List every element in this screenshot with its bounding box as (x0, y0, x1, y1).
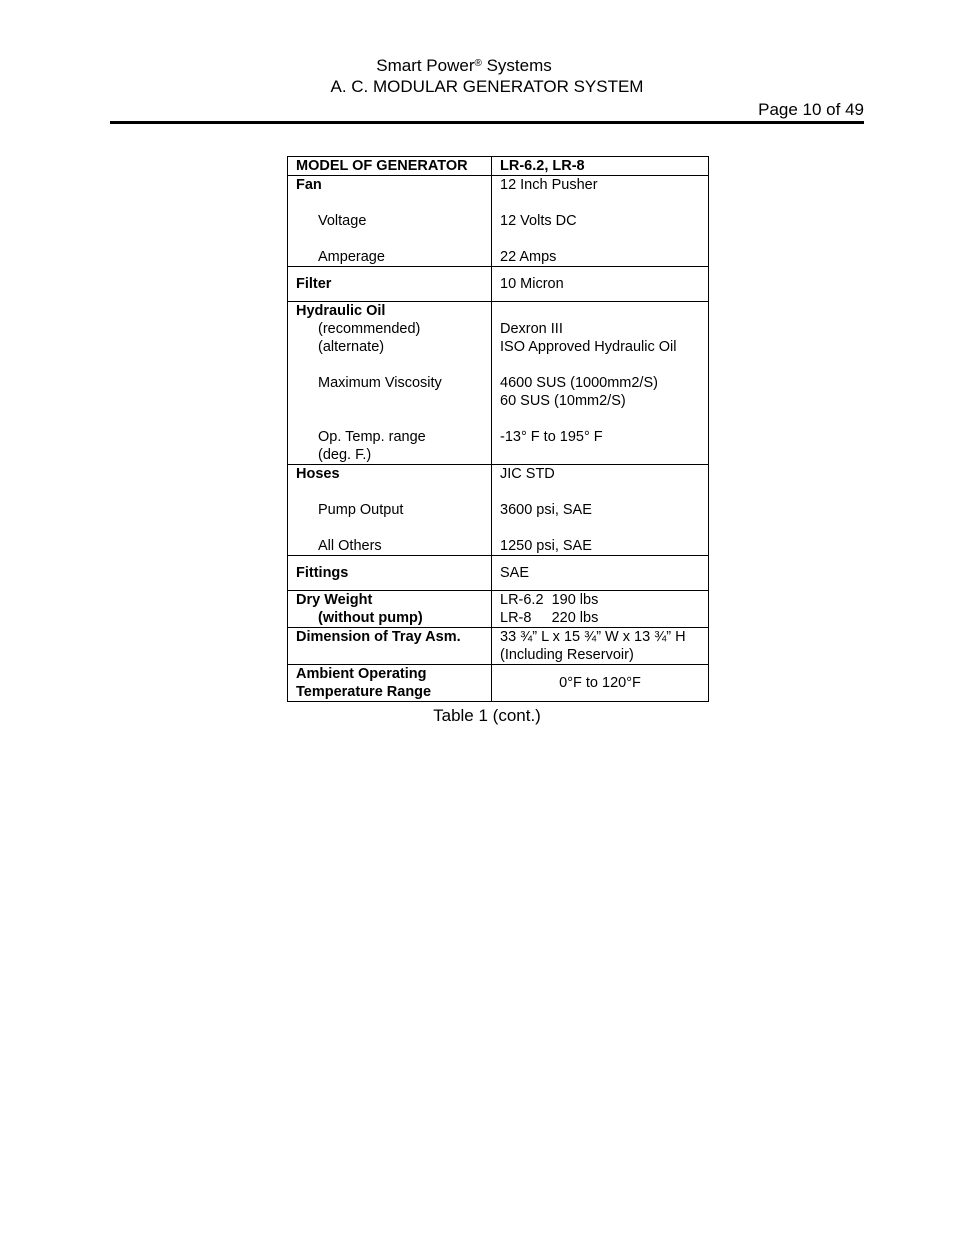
filter-label: Filter (288, 267, 492, 302)
fittings-value: SAE (492, 556, 709, 591)
ambient-label-cell (288, 665, 492, 702)
fittings-label: Fittings (288, 556, 492, 591)
ambient-label-2: Temperature Range (296, 684, 432, 700)
fan-label-cell (288, 176, 492, 267)
op-temp-label: Op. Temp. range (318, 429, 426, 445)
fan-row (288, 176, 709, 267)
hoses-row (288, 465, 709, 556)
dry-weight-label-cell (288, 591, 492, 628)
hydraulic-oil-row (288, 302, 709, 465)
pump-output-value: 3600 psi, SAE (500, 502, 592, 518)
header-value: LR-6.2, LR-8 (492, 157, 709, 176)
dimension-label: Dimension of Tray Asm. (288, 628, 492, 665)
alternate-value: ISO Approved Hydraulic Oil (500, 339, 677, 355)
header-rule (110, 121, 864, 124)
op-temp-value: -13° F to 195° F (500, 429, 603, 445)
document-brand-title (0, 56, 954, 76)
hydraulic-label-cell (288, 302, 492, 465)
pump-output-label: Pump Output (318, 502, 404, 518)
viscosity-value-1: 4600 SUS (1000mm2/S) (500, 375, 658, 391)
dimension-value-cell (492, 628, 709, 665)
voltage-value: 12 Volts DC (500, 213, 577, 229)
hoses-label-cell (288, 465, 492, 556)
fan-label: Fan (296, 177, 322, 193)
dimension-note: (Including Reservoir) (500, 647, 634, 663)
fan-value-cell (492, 176, 709, 267)
dry-weight-lr62: LR-6.2 190 lbs (500, 592, 599, 608)
fan-value: 12 Inch Pusher (500, 177, 598, 193)
dimension-row (288, 628, 709, 665)
filter-value: 10 Micron (492, 267, 709, 302)
amperage-value: 22 Amps (500, 249, 557, 265)
registered-mark: ® (474, 58, 482, 69)
dry-weight-label: Dry Weight (296, 592, 373, 608)
ambient-value: 0°F to 120°F (492, 665, 709, 702)
all-others-label: All Others (318, 538, 382, 554)
filter-row (288, 267, 709, 302)
hydraulic-oil-label: Hydraulic Oil (296, 303, 386, 319)
dry-weight-value-cell (492, 591, 709, 628)
page-number: Page 10 of 49 (758, 100, 864, 119)
brand-suffix: Systems (481, 56, 552, 75)
recommended-label: (recommended) (318, 321, 421, 337)
viscosity-value-2: 60 SUS (10mm2/S) (500, 393, 626, 409)
fittings-row (288, 556, 709, 591)
dry-weight-row (288, 591, 709, 628)
document-subtitle: A. C. MODULAR GENERATOR SYSTEM (330, 77, 644, 96)
brand-name: Smart Power (376, 56, 475, 75)
ambient-temp-row (288, 665, 709, 702)
spec-table (287, 156, 709, 702)
dry-weight-lr8: LR-8 220 lbs (500, 610, 599, 626)
amperage-label: Amperage (318, 249, 385, 265)
dimension-value: 33 ¾” L x 15 ¾” W x 13 ¾” H (500, 629, 686, 645)
header-label: MODEL OF GENERATOR (288, 157, 492, 176)
table-caption: Table 1 (cont.) (433, 706, 541, 725)
viscosity-label: Maximum Viscosity (318, 375, 442, 391)
hoses-value: JIC STD (500, 466, 555, 482)
hydraulic-value-cell (492, 302, 709, 465)
all-others-value: 1250 psi, SAE (500, 538, 592, 554)
ambient-label-1: Ambient Operating (296, 666, 427, 682)
hoses-value-cell (492, 465, 709, 556)
alternate-label: (alternate) (318, 339, 385, 355)
deg-f-label: (deg. F.) (318, 447, 372, 463)
table-header-row (288, 157, 709, 176)
hoses-label: Hoses (296, 466, 340, 482)
recommended-value: Dexron III (500, 321, 563, 337)
voltage-label: Voltage (318, 213, 367, 229)
without-pump-label: (without pump) (318, 610, 423, 626)
